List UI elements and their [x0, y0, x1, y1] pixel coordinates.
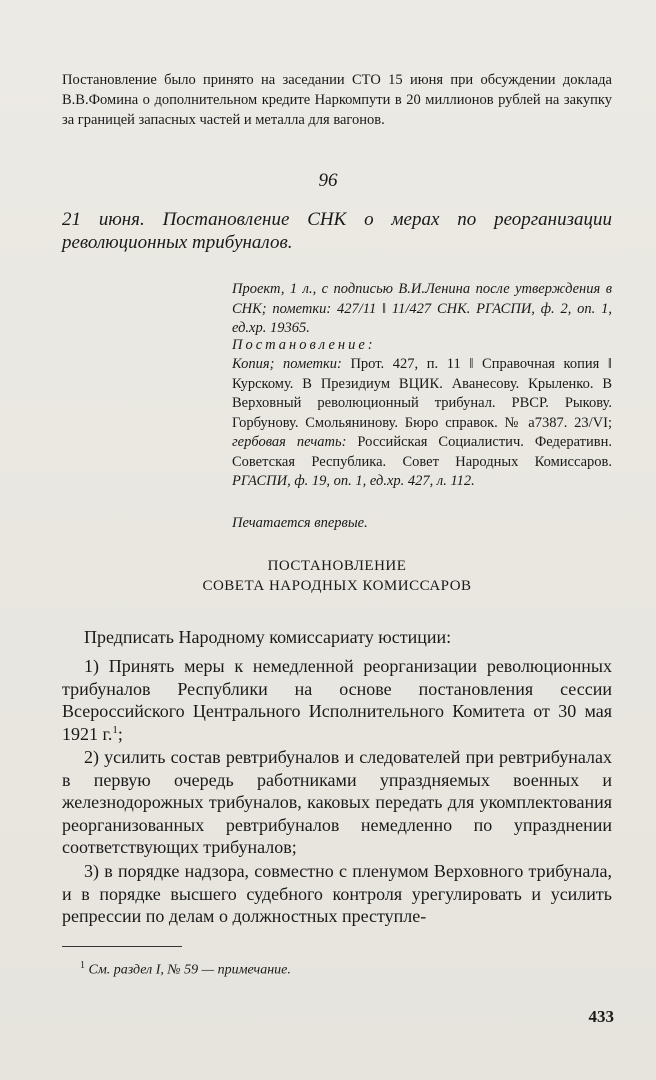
editorial-note: Постановление было принято на заседании СТО 15 июня при обсуждении доклада В.В.Фомина о дополнительном кредите Наркомпути в 20 миллионов рублей на закупку за границей запасных частей и металла для вагонов. [62, 72, 612, 128]
postanovlenie-label: Постановление: [232, 337, 376, 353]
stamp-label: гербовая печать: [232, 434, 347, 450]
document-title: 21 июня. Постановление СНК о мерах по реорганизации революционных трибуналов. [62, 209, 612, 253]
footnote-marker: 1 [80, 960, 85, 971]
copy-label: Копия; пометки: [232, 356, 342, 372]
copy-description [232, 355, 612, 492]
first-publication-note: Печатается впервые. [232, 515, 368, 531]
decree-point-3: 3) в порядке надзора, совместно с пленумом Верховного трибунала, и в порядке высшего судебного контроля урегулировать и усилить репрессии по делам о должностных преступле- [62, 861, 612, 926]
decree-point-1 [62, 655, 612, 745]
stamp-text: Российская Социалистич. Федеративн. Советская Республика. Совет Народных Комиссаров. [232, 434, 612, 470]
decree-point-1-text: 1) Принять меры к немедленной реорганизации революционных трибуналов Республики на основе постановления сессии Всероссийского Центрального Исполнительного Комитета от 30 мая 1921 г. [62, 656, 612, 744]
decree-point-1-end: ; [117, 723, 123, 744]
document-number: 96 [318, 170, 338, 191]
decree-heading: ПОСТАНОВЛЕНИЕ [267, 558, 407, 574]
footnote [80, 960, 600, 979]
decree-point-2: 2) усилить состав ревтрибуналов и следователей при ревтрибуналах в первую очередь работниками упраздняемых военных и железнодорожных трибуналов, каковых передать для укомплектования реорганизованных ревтрибуналов немедленно по упразднении соответствующих трибуналов; [62, 747, 612, 857]
source-description: Проект, 1 л., с подписью В.И.Ленина после утверждения в СНК; пометки: 427/11 ‖ 11/427 СНК. РГАСПИ, ф. 2, оп. 1, ед.хр. 19365. [232, 281, 612, 336]
footnote-divider [62, 946, 182, 947]
decree-issuer: СОВЕТА НАРОДНЫХ КОМИССАРОВ [202, 578, 472, 594]
copy-text: Прот. 427, п. 11 ‖ Справочная копия ‖ Курскому. В Президиум ВЦИК. Аванесову. Крыленко. В Верховный революционный трибунал. РВСР. Рыкову. Горбунову. Смольянинову. Бюро справок. № а7387. 23/VI; [232, 356, 612, 431]
footnote-text: См. раздел I, № 59 — примечание. [88, 962, 291, 978]
page-number: 433 [588, 1007, 614, 1026]
archive-reference: РГАСПИ, ф. 19, оп. 1, ед.хр. 427, л. 112. [232, 473, 475, 489]
footnote-reference[interactable]: 1 [112, 723, 118, 736]
decree-intro: Предписать Народному комиссариату юстиции: [84, 627, 452, 647]
